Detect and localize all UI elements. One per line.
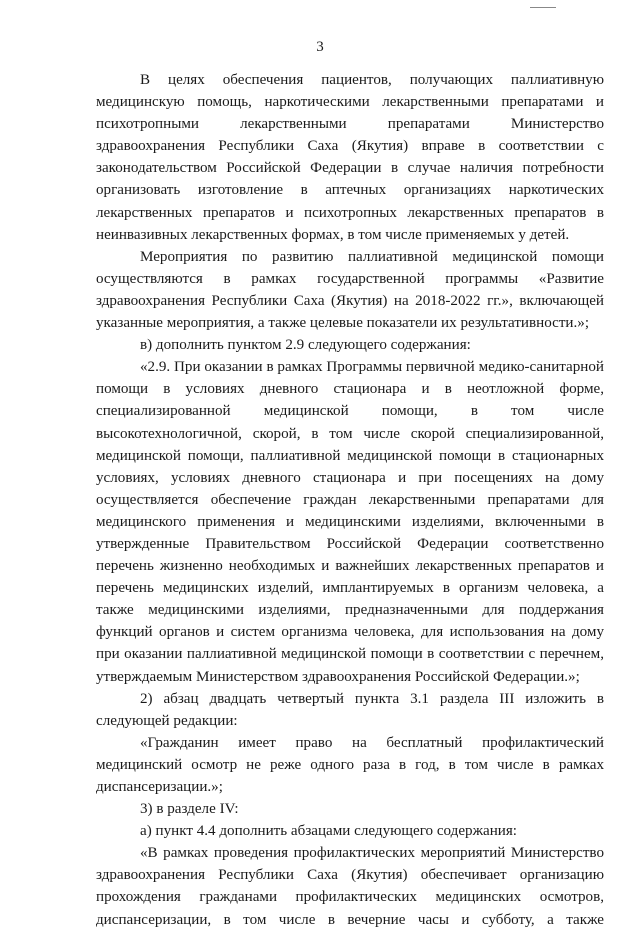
document-body: [96, 69, 604, 931]
paragraph-palliative-drugs: В целях обеспечения пациентов, получающих паллиативную медицинскую помощь, наркотическими лекарственными препаратами и психотропными лекарственными препаратами Министерство здравоохранения Республики Саха (Якутия) вправе в соответствии с законодательством Российской Федерации в случае наличия потребности организовать изготовление в аптечных организациях наркотических лекарственных препаратов и психотропных лекарственных препаратов в неинвазивных лекарственных формах, в том числе применяемых у детей.: [96, 72, 604, 243]
paragraph-item-v: в) дополнить пунктом 2.9 следующего содержания:: [140, 337, 471, 354]
paragraph-item-3: 3) в разделе IV:: [140, 801, 239, 818]
paragraph-program-measures: Мероприятия по развитию паллиативной медицинской помощи осуществляются в рамках государственной программы «Развитие здравоохранения Республики Саха (Якутия) на 2018-2022 гг.», включающей указанные мероприятия, а также целевые показатели их результативности.»;: [96, 248, 604, 332]
corner-mark: [530, 7, 556, 8]
paragraph-preventive-measures: «В рамках проведения профилактических мероприятий Министерство здравоохранения Республики Саха (Якутия) обеспечивает организацию прохождения гражданами профилактических медицинских осмотров, диспансеризации, в том числе в вечерние часы и субботу, а также: [96, 845, 604, 928]
paragraph-citizen-right: «Гражданин имеет право на бесплатный профилактический медицинский осмотр не реже одного раза в год, в том числе в рамках диспансеризации.»;: [96, 734, 604, 795]
paragraph-item-a: а) пункт 4.4 дополнить абзацами следующего содержания:: [140, 823, 518, 840]
paragraph-clause-2-9: «2.9. При оказании в рамках Программы первичной медико-санитарной помощи в условиях дневного стационара и в неотложной форме, специализированной медицинской помощи, в том числе высокотехнологичной, скорой, в том числе скорой специализированной, медицинской помощи, паллиативной медицинской помощи в стационарных условиях, условиях дневного стационара и при посещениях на дому осуществляется обеспечение граждан лекарственными препаратами для медицинского применения и медицинскими изделиями, включенными в утвержденные Правительством Российской Федерации соответственно перечень жизненно необходимых и важнейших лекарственных препаратов и перечень медицинских изделий, имплантируемых в организм человека, а также медицинскими изделиями, предназначенными для поддержания функций органов и систем организма человека, для использования на дому при оказании паллиативной медицинской помощи в соответствии с перечнем, утверждаемым Министерством здравоохранения Российской Федерации.»;: [96, 359, 604, 685]
page-number: 3: [316, 39, 324, 55]
paragraph-item-2: 2) абзац двадцать четвертый пункта 3.1 раздела III изложить в следующей редакции:: [96, 690, 604, 729]
